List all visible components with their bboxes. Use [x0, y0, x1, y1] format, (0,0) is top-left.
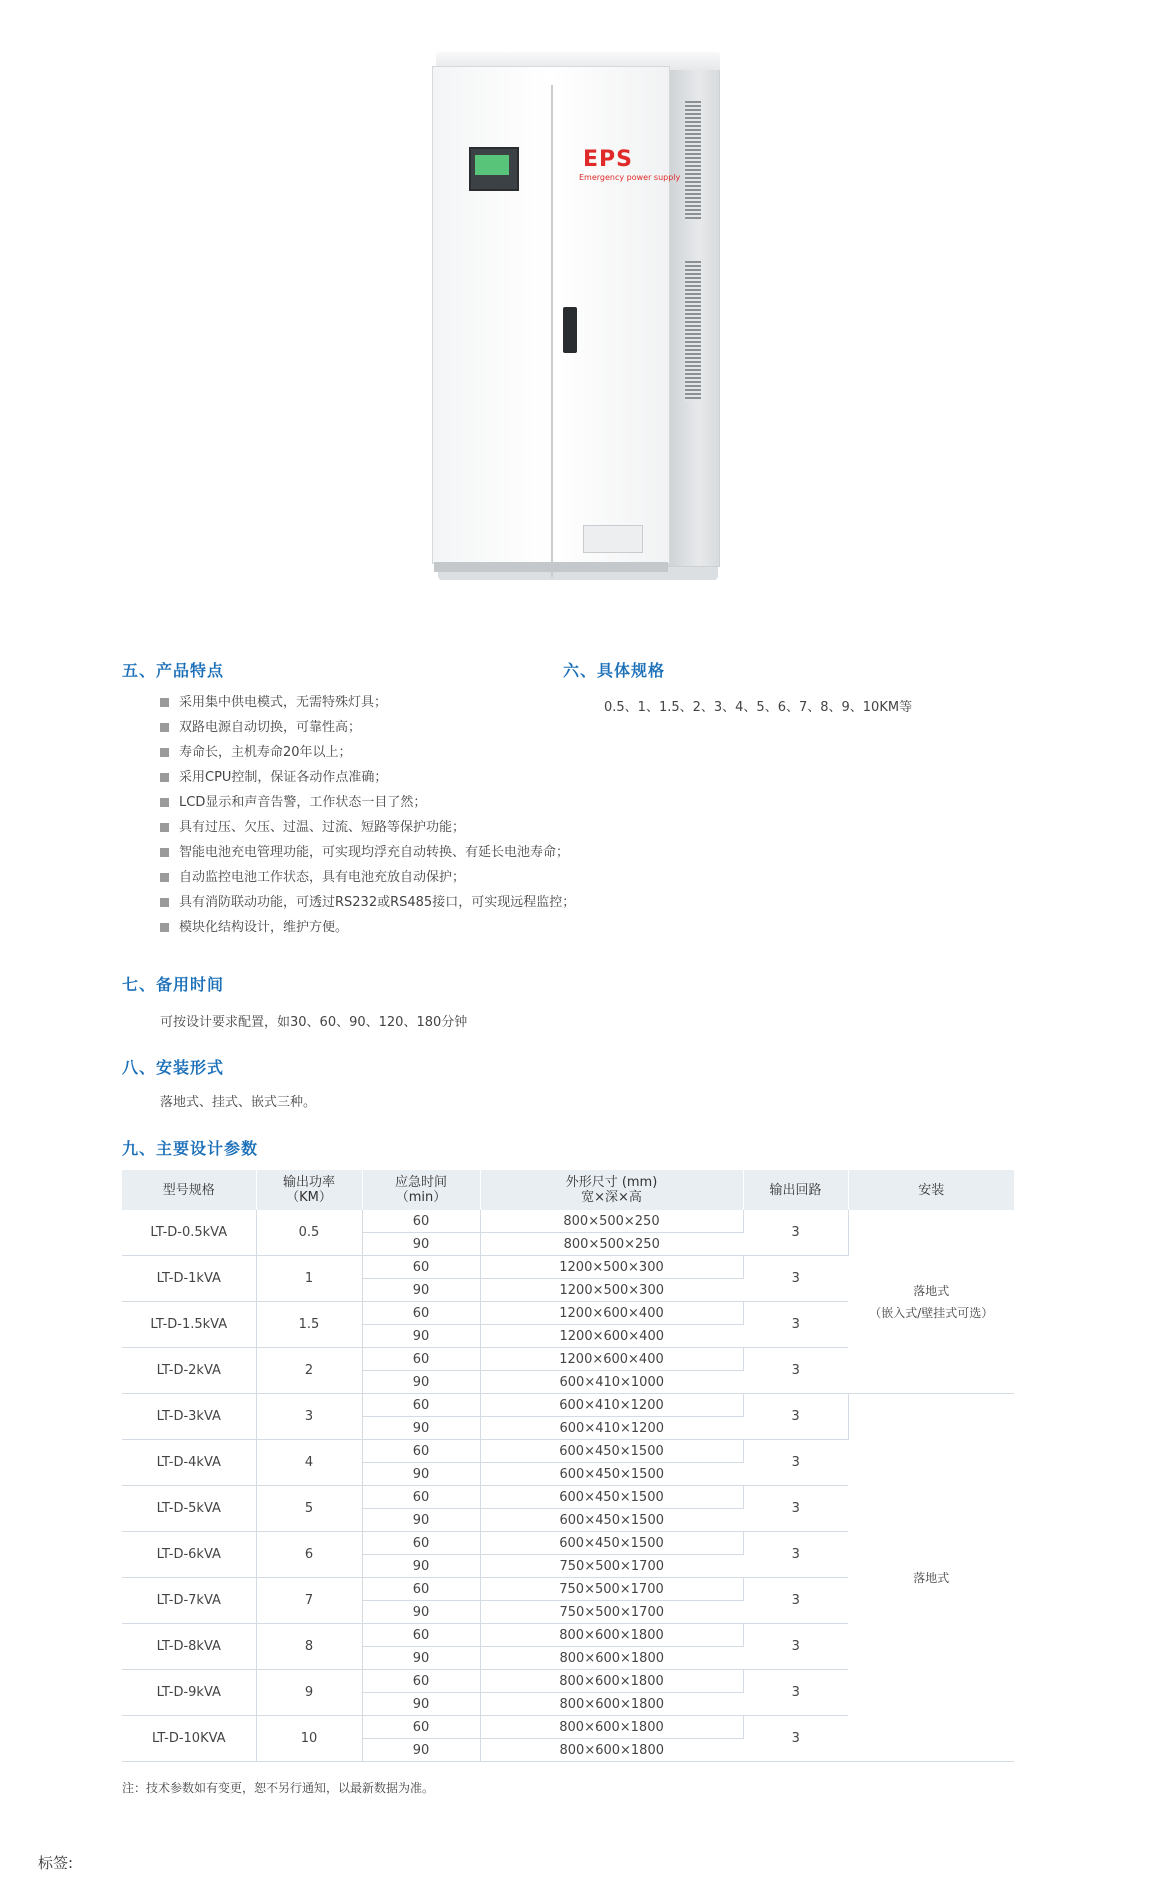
cell-circuits: 3: [743, 1578, 848, 1624]
cabinet-front: [432, 66, 681, 564]
cell-power: 1: [256, 1256, 362, 1302]
cell-size: 1200×500×300: [480, 1256, 743, 1279]
cell-size: 1200×500×300: [480, 1279, 743, 1302]
cell-circuits: 3: [743, 1394, 848, 1440]
mount-a-line2: （嵌入式/壁挂式可选）: [869, 1305, 994, 1320]
cell-power: 2: [256, 1348, 362, 1394]
cell-mount-a: [848, 1210, 1014, 1394]
cell-power: 0.5: [256, 1210, 362, 1256]
specs-text: 0.5、1、1.5、2、3、4、5、6、7、8、9、10KM等: [604, 700, 913, 715]
cell-size: 800×600×1800: [480, 1670, 743, 1693]
list-item: 双路电源自动切换，可靠性高；: [160, 715, 575, 740]
list-item: 具有消防联动功能，可透过RS232或RS485接口，可实现远程监控；: [160, 890, 575, 915]
cell-time: 60: [362, 1670, 480, 1693]
cell-time: 60: [362, 1348, 480, 1371]
cell-time: 90: [362, 1233, 480, 1256]
cell-model: LT-D-3kVA: [122, 1394, 256, 1440]
cell-size: 750×500×1700: [480, 1601, 743, 1624]
list-item: 采用集中供电模式，无需特殊灯具；: [160, 690, 575, 715]
header-time: 应急时间 （min）: [362, 1170, 480, 1210]
cell-size: 600×450×1500: [480, 1509, 743, 1532]
square-bullet-icon: [160, 823, 169, 832]
cell-model: LT-D-0.5kVA: [122, 1210, 256, 1256]
cell-time: 60: [362, 1302, 480, 1325]
square-bullet-icon: [160, 748, 169, 757]
lcd-display: [469, 147, 519, 191]
install-heading: 八、安装形式: [122, 1058, 225, 1077]
cell-power: 9: [256, 1670, 362, 1716]
cell-power: 3: [256, 1394, 362, 1440]
vent-lower: [685, 261, 701, 401]
cell-time: 60: [362, 1578, 480, 1601]
table-row: [122, 1394, 1014, 1417]
cell-size: 800×600×1800: [480, 1624, 743, 1647]
square-bullet-icon: [160, 723, 169, 732]
square-bullet-icon: [160, 698, 169, 707]
cell-time: 60: [362, 1394, 480, 1417]
cell-time: 60: [362, 1256, 480, 1279]
square-bullet-icon: [160, 898, 169, 907]
cell-time: 90: [362, 1509, 480, 1532]
features-list: [160, 690, 575, 940]
list-item: 智能电池充电管理功能，可实现均浮充自动转换、有延长电池寿命；: [160, 840, 575, 865]
cell-size: 800×600×1800: [480, 1739, 743, 1762]
cell-size: 800×600×1800: [480, 1693, 743, 1716]
cell-model: LT-D-1kVA: [122, 1256, 256, 1302]
cell-circuits: 3: [743, 1348, 848, 1394]
list-item: 具有过压、欠压、过温、过流、短路等保护功能；: [160, 815, 575, 840]
nameplate: [583, 525, 643, 553]
cell-power: 8: [256, 1624, 362, 1670]
cell-time: 90: [362, 1555, 480, 1578]
footnote: 注：技术参数如有变更，恕不另行通知，以最新数据为准。: [122, 1781, 435, 1795]
square-bullet-icon: [160, 873, 169, 882]
params-heading: 九、主要设计参数: [122, 1139, 259, 1158]
header-circuits: 输出回路: [743, 1170, 848, 1210]
cell-time: 90: [362, 1601, 480, 1624]
list-item: 寿命长，主机寿命20年以上；: [160, 740, 575, 765]
brand-logo: EPS: [583, 147, 633, 172]
cell-size: 600×410×1000: [480, 1371, 743, 1394]
cell-size: 1200×600×400: [480, 1302, 743, 1325]
cell-size: 750×500×1700: [480, 1578, 743, 1601]
cell-time: 60: [362, 1210, 480, 1233]
cell-time: 60: [362, 1532, 480, 1555]
cell-model: LT-D-5kVA: [122, 1486, 256, 1532]
cell-time: 60: [362, 1624, 480, 1647]
cell-time: 90: [362, 1279, 480, 1302]
product-image: [430, 50, 720, 580]
cell-size: 600×410×1200: [480, 1417, 743, 1440]
cell-size: 1200×600×400: [480, 1348, 743, 1371]
cell-size: 600×410×1200: [480, 1394, 743, 1417]
backup-heading: 七、备用时间: [122, 975, 225, 994]
list-item: LCD显示和声音告警，工作状态一目了然；: [160, 790, 575, 815]
cell-size: 800×600×1800: [480, 1716, 743, 1739]
cell-circuits: 3: [743, 1256, 848, 1302]
cell-size: 600×450×1500: [480, 1532, 743, 1555]
list-item: 采用CPU控制，保证各动作点准确；: [160, 765, 575, 790]
cell-model: LT-D-7kVA: [122, 1578, 256, 1624]
brand-subtitle: Emergency power supply: [579, 173, 681, 182]
cell-model: LT-D-10KVA: [122, 1716, 256, 1762]
backup-text: 可按设计要求配置，如30、60、90、120、180分钟: [160, 1015, 468, 1030]
cell-circuits: 3: [743, 1302, 848, 1348]
features-heading: 五、产品特点: [122, 661, 225, 680]
specs-heading: 六、具体规格: [563, 661, 666, 680]
table-header-row: [122, 1170, 1014, 1210]
cell-size: 800×500×250: [480, 1233, 743, 1256]
cell-size: 600×450×1500: [480, 1463, 743, 1486]
door-handle: [563, 307, 577, 353]
cell-time: 90: [362, 1325, 480, 1348]
cell-power: 10: [256, 1716, 362, 1762]
cell-time: 60: [362, 1486, 480, 1509]
params-table-body: [122, 1210, 1014, 1762]
cell-circuits: 3: [743, 1624, 848, 1670]
cell-size: 600×450×1500: [480, 1486, 743, 1509]
cell-time: 90: [362, 1693, 480, 1716]
cell-power: 5: [256, 1486, 362, 1532]
square-bullet-icon: [160, 798, 169, 807]
square-bullet-icon: [160, 923, 169, 932]
cell-power: 7: [256, 1578, 362, 1624]
mount-a-line1: 落地式: [913, 1283, 950, 1298]
cell-power: 1.5: [256, 1302, 362, 1348]
cell-power: 6: [256, 1532, 362, 1578]
cell-circuits: 3: [743, 1440, 848, 1486]
cell-model: LT-D-2kVA: [122, 1348, 256, 1394]
cell-size: 1200×600×400: [480, 1325, 743, 1348]
cell-model: LT-D-1.5kVA: [122, 1302, 256, 1348]
cell-time: 90: [362, 1371, 480, 1394]
cell-time: 90: [362, 1463, 480, 1486]
door-seam: [551, 85, 553, 577]
cell-model: LT-D-6kVA: [122, 1532, 256, 1578]
cabinet-base: [434, 562, 668, 572]
header-size: 外形尺寸 (mm) 宽×深×高: [480, 1170, 743, 1210]
cell-power: 4: [256, 1440, 362, 1486]
cell-time: 90: [362, 1417, 480, 1440]
cell-circuits: 3: [743, 1532, 848, 1578]
cell-circuits: 3: [743, 1486, 848, 1532]
cabinet-side: [668, 60, 720, 567]
cell-mount-b: 落地式: [848, 1394, 1014, 1762]
cell-time: 60: [362, 1716, 480, 1739]
cell-time: 90: [362, 1739, 480, 1762]
square-bullet-icon: [160, 773, 169, 782]
cell-time: 90: [362, 1647, 480, 1670]
cell-model: LT-D-8kVA: [122, 1624, 256, 1670]
list-item: 自动监控电池工作状态，具有电池充放自动保护；: [160, 865, 575, 890]
cell-size: 750×500×1700: [480, 1555, 743, 1578]
square-bullet-icon: [160, 848, 169, 857]
cell-model: LT-D-9kVA: [122, 1670, 256, 1716]
table-row: [122, 1210, 1014, 1233]
tags-label: 标签:: [38, 1854, 74, 1872]
header-model: 型号规格: [122, 1170, 256, 1210]
cell-circuits: 3: [743, 1210, 848, 1256]
header-power: 输出功率 （KM）: [256, 1170, 362, 1210]
install-text: 落地式、挂式、嵌式三种。: [160, 1095, 317, 1110]
vent-upper: [685, 101, 701, 221]
list-item: 模块化结构设计，维护方便。: [160, 915, 575, 940]
lcd-screen: [475, 155, 509, 175]
params-table: [122, 1170, 1014, 1762]
cell-size: 800×500×250: [480, 1210, 743, 1233]
cell-circuits: 3: [743, 1716, 848, 1762]
cell-model: LT-D-4kVA: [122, 1440, 256, 1486]
cell-circuits: 3: [743, 1670, 848, 1716]
cell-size: 800×600×1800: [480, 1647, 743, 1670]
header-mount: 安装: [848, 1170, 1014, 1210]
cell-time: 60: [362, 1440, 480, 1463]
cell-size: 600×450×1500: [480, 1440, 743, 1463]
